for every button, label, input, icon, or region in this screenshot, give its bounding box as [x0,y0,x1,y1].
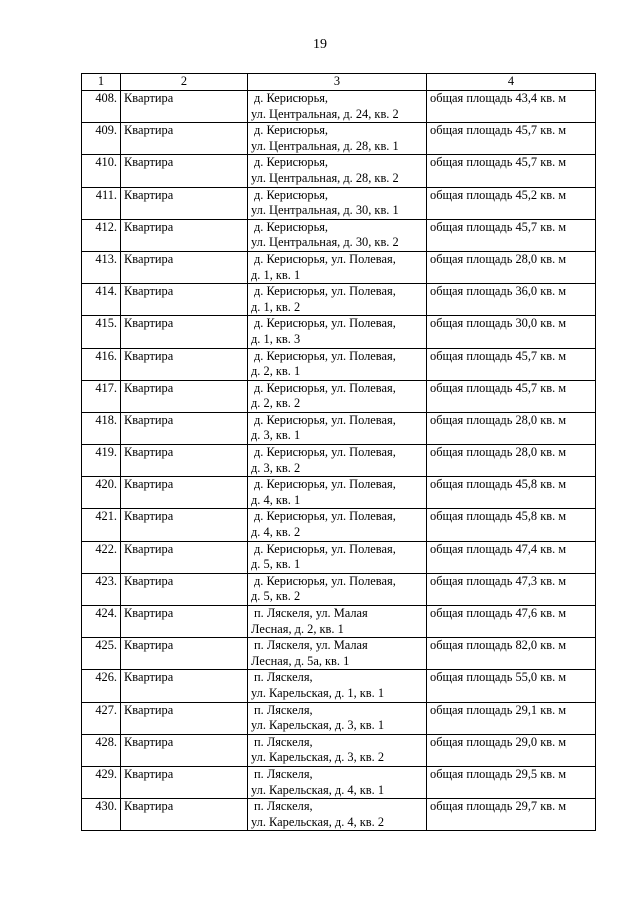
table-row [82,734,596,766]
address-line-1: д. Керисюрья, ул. Полевая, [254,573,396,588]
property-type: Квартира [121,91,248,123]
table-row [82,477,596,509]
column-header: 2 [121,74,248,91]
property-area: общая площадь 29,5 кв. м [427,766,596,798]
row-number: 428. [82,734,121,766]
property-address [248,155,427,187]
address-line-1: п. Ляскеля, [254,702,313,717]
address-line-1: п. Ляскеля, ул. Малая [254,638,368,653]
row-number: 419. [82,445,121,477]
address-line-2: д. 2, кв. 1 [251,364,301,379]
property-address [248,509,427,541]
row-number: 416. [82,348,121,380]
address-line-2: ул. Центральная, д. 28, кв. 2 [251,170,399,185]
property-type: Квартира [121,509,248,541]
table-row [82,123,596,155]
table-row [82,509,596,541]
property-area: общая площадь 55,0 кв. м [427,670,596,702]
table-row [82,380,596,412]
address-line-2: д. 3, кв. 2 [251,460,301,475]
property-address [248,187,427,219]
property-type: Квартира [121,123,248,155]
row-number: 409. [82,123,121,155]
property-type: Квартира [121,316,248,348]
address-line-1: д. Керисюрья, ул. Полевая, [254,541,396,556]
property-address [248,670,427,702]
table-body [82,74,596,831]
table-row [82,412,596,444]
property-address [248,316,427,348]
address-line-1: п. Ляскеля, [254,766,313,781]
row-number: 429. [82,766,121,798]
property-address [248,412,427,444]
address-line-1: п. Ляскеля, ул. Малая [254,606,368,620]
property-area: общая площадь 45,7 кв. м [427,380,596,412]
property-area: общая площадь 47,3 кв. м [427,573,596,605]
table-row [82,348,596,380]
property-table [81,73,596,831]
property-address [248,702,427,734]
property-address [248,477,427,509]
property-type: Квартира [121,348,248,380]
address-line-1: д. Керисюрья, ул. Полевая, [254,412,396,427]
property-area: общая площадь 29,0 кв. м [427,734,596,766]
property-type: Квартира [121,766,248,798]
property-address [248,734,427,766]
address-line-1: д. Керисюрья, ул. Полевая, [254,251,396,266]
property-type: Квартира [121,219,248,251]
property-type: Квартира [121,477,248,509]
property-area: общая площадь 45,7 кв. м [427,348,596,380]
property-address [248,638,427,670]
column-header: 1 [82,74,121,91]
property-area: общая площадь 45,2 кв. м [427,187,596,219]
address-line-2: д. 3, кв. 1 [251,428,301,443]
property-area: общая площадь 43,4 кв. м [427,91,596,123]
property-type: Квартира [121,251,248,283]
table-row [82,91,596,123]
row-number: 410. [82,155,121,187]
row-number: 425. [82,638,121,670]
address-line-2: ул. Центральная, д. 30, кв. 2 [251,235,399,250]
table-row [82,187,596,219]
property-type: Квартира [121,445,248,477]
property-type: Квартира [121,284,248,316]
address-line-2: д. 5, кв. 2 [251,589,301,604]
address-line-1: д. Керисюрья, [254,123,329,138]
property-address [248,91,427,123]
address-line-2: д. 5, кв. 1 [251,557,301,572]
address-line-1: д. Керисюрья, ул. Полевая, [254,348,396,363]
table-row [82,284,596,316]
table-header-row [82,74,596,91]
property-area: общая площадь 29,1 кв. м [427,702,596,734]
address-line-2: ул. Карельская, д. 3, кв. 2 [251,750,385,765]
property-area: общая площадь 47,4 кв. м [427,541,596,573]
table-row [82,219,596,251]
row-number: 412. [82,219,121,251]
row-number: 408. [82,91,121,123]
address-line-2: Лесная, д. 5а, кв. 1 [251,653,350,668]
table-row [82,445,596,477]
property-type: Квартира [121,187,248,219]
property-address [248,380,427,412]
row-number: 423. [82,573,121,605]
row-number: 430. [82,799,121,831]
property-area: общая площадь 29,7 кв. м [427,799,596,831]
property-address [248,219,427,251]
property-type: Квартира [121,412,248,444]
address-line-2: ул. Карельская, д. 3, кв. 1 [251,718,385,733]
table-row [82,799,596,831]
row-number: 411. [82,187,121,219]
row-number: 414. [82,284,121,316]
address-line-2: ул. Центральная, д. 24, кв. 2 [251,106,399,121]
row-number: 424. [82,606,121,638]
property-address [248,573,427,605]
property-address [248,284,427,316]
address-line-2: ул. Центральная, д. 28, кв. 1 [251,138,399,153]
property-type: Квартира [121,541,248,573]
address-line-2: д. 1, кв. 2 [251,299,301,314]
table-row [82,573,596,605]
property-area: общая площадь 30,0 кв. м [427,316,596,348]
property-area: общая площадь 82,0 кв. м [427,638,596,670]
property-area: общая площадь 36,0 кв. м [427,284,596,316]
row-number: 413. [82,251,121,283]
property-area: общая площадь 45,7 кв. м [427,155,596,187]
property-address [248,606,427,638]
table-row [82,670,596,702]
table-row [82,155,596,187]
property-area: общая площадь 45,8 кв. м [427,477,596,509]
row-number: 418. [82,412,121,444]
address-line-1: д. Керисюрья, [254,219,329,234]
property-type: Квартира [121,702,248,734]
property-type: Квартира [121,380,248,412]
property-type: Квартира [121,799,248,831]
property-type: Квартира [121,638,248,670]
address-line-1: д. Керисюрья, [254,187,329,202]
property-type: Квартира [121,155,248,187]
row-number: 426. [82,670,121,702]
table-row [82,606,596,638]
property-area: общая площадь 28,0 кв. м [427,251,596,283]
address-line-1: д. Керисюрья, [254,91,329,105]
address-line-1: д. Керисюрья, [254,155,329,170]
address-line-1: п. Ляскеля, [254,799,313,814]
property-area: общая площадь 47,6 кв. м [427,606,596,638]
address-line-1: д. Керисюрья, ул. Полевая, [254,316,396,331]
row-number: 417. [82,380,121,412]
property-address [248,348,427,380]
address-line-2: ул. Карельская, д. 4, кв. 1 [251,782,385,797]
property-address [248,541,427,573]
row-number: 420. [82,477,121,509]
row-number: 427. [82,702,121,734]
address-line-1: п. Ляскеля, [254,670,313,685]
property-area: общая площадь 45,8 кв. м [427,509,596,541]
address-line-1: д. Керисюрья, ул. Полевая, [254,380,396,395]
property-type: Квартира [121,670,248,702]
property-area: общая площадь 45,7 кв. м [427,219,596,251]
column-header: 4 [427,74,596,91]
address-line-2: ул. Карельская, д. 4, кв. 2 [251,814,385,829]
property-address [248,766,427,798]
table-row [82,316,596,348]
property-address [248,799,427,831]
address-line-2: д. 4, кв. 1 [251,492,301,507]
property-address [248,251,427,283]
table-row [82,251,596,283]
address-line-1: п. Ляскеля, [254,734,313,749]
property-type: Квартира [121,606,248,638]
address-line-1: д. Керисюрья, ул. Полевая, [254,477,396,492]
address-line-2: д. 1, кв. 3 [251,331,301,346]
row-number: 415. [82,316,121,348]
address-line-2: д. 2, кв. 2 [251,396,301,411]
property-type: Квартира [121,734,248,766]
property-area: общая площадь 28,0 кв. м [427,412,596,444]
property-address [248,445,427,477]
table-row [82,638,596,670]
column-header: 3 [248,74,427,91]
property-address [248,123,427,155]
property-type: Квартира [121,573,248,605]
table-row [82,766,596,798]
property-area: общая площадь 28,0 кв. м [427,445,596,477]
address-line-1: д. Керисюрья, ул. Полевая, [254,284,396,299]
address-line-2: ул. Карельская, д. 1, кв. 1 [251,685,385,700]
address-line-1: д. Керисюрья, ул. Полевая, [254,509,396,524]
property-area: общая площадь 45,7 кв. м [427,123,596,155]
table-row [82,702,596,734]
address-line-1: д. Керисюрья, ул. Полевая, [254,445,396,460]
address-line-2: д. 4, кв. 2 [251,525,301,540]
address-line-2: д. 1, кв. 1 [251,267,301,282]
page-number: 19 [313,37,327,52]
address-line-2: Лесная, д. 2, кв. 1 [251,621,344,636]
row-number: 422. [82,541,121,573]
table-row [82,541,596,573]
row-number: 421. [82,509,121,541]
address-line-2: ул. Центральная, д. 30, кв. 1 [251,203,399,218]
